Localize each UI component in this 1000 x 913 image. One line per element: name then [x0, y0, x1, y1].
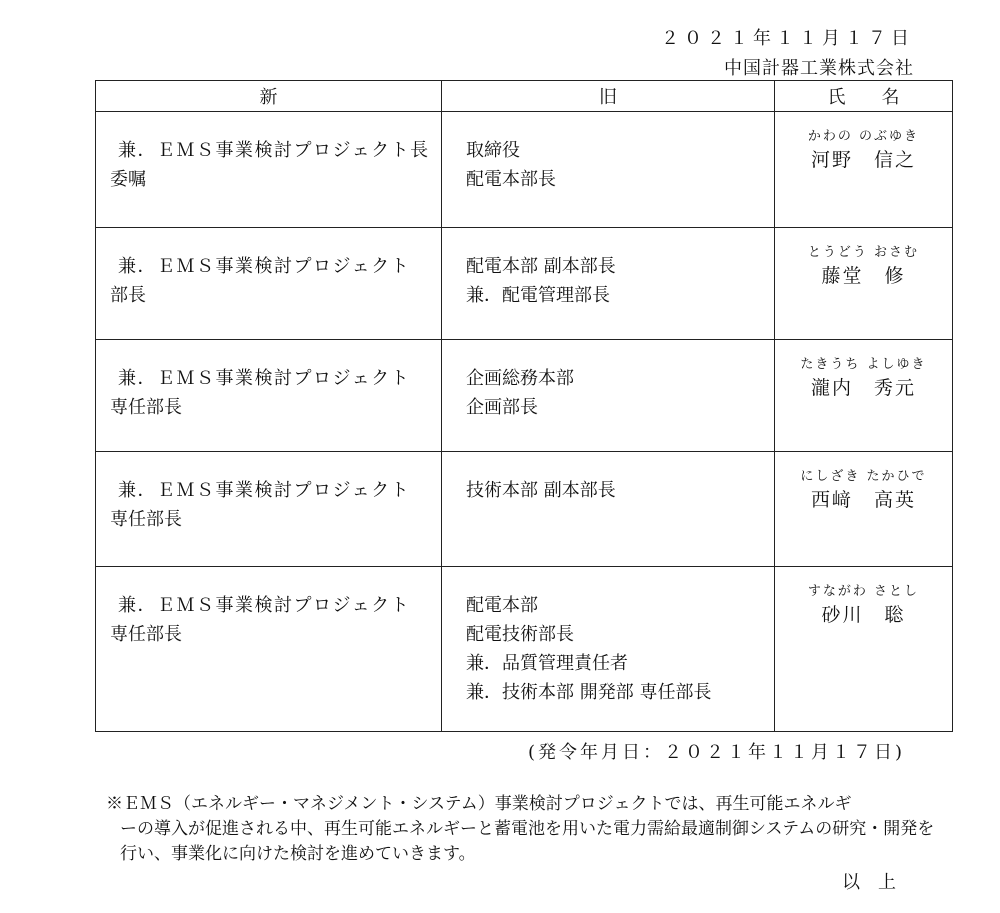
new-position-cell: [96, 112, 442, 228]
new-position-cell: [96, 340, 442, 452]
old-position-line: 企画部長: [466, 397, 538, 418]
table-row: [96, 112, 953, 228]
header-name: 氏 名: [775, 81, 953, 112]
old-position-line: 取締役: [466, 140, 520, 161]
new-position-line2: 部長: [110, 285, 146, 306]
table-row: [96, 340, 953, 452]
old-position-line: 兼．配電管理部長: [466, 285, 610, 306]
new-position-line1: 兼．ＥＭＳ事業検討プロジェクト: [118, 256, 411, 277]
person-name: 河野 信之: [810, 149, 916, 171]
old-position-cell: [442, 567, 775, 732]
new-position-line1: 兼．ＥＭＳ事業検討プロジェクト: [118, 595, 411, 616]
new-position-cell: [96, 452, 442, 567]
note-rest: ーの導入が促進される中、再生可能エネルギーと蓄電池を用いた電力需給最適制御システムの研究・開発を行い、事業化に向けた検討を進めていきます。: [120, 819, 935, 864]
new-position-cell: [96, 228, 442, 340]
name-furigana: かわの のぶゆき: [807, 129, 920, 144]
old-position-line: 兼．技術本部 開発部 専任部長: [466, 682, 712, 703]
person-name: 西﨑 高英: [810, 489, 916, 511]
new-position-cell: [96, 567, 442, 732]
old-position-line: 技術本部 副本部長: [466, 480, 616, 501]
header-new: 新: [96, 81, 442, 112]
name-cell: [775, 112, 953, 228]
name-furigana: すながわ さとし: [807, 584, 920, 599]
old-position-line: 配電本部 副本部長: [466, 256, 616, 277]
old-position-line: 兼．品質管理責任者: [466, 653, 628, 674]
name-cell: [775, 340, 953, 452]
new-position-line2: 委嘱: [110, 169, 146, 190]
name-cell: [775, 567, 953, 732]
new-position-line2: 専任部長: [110, 397, 182, 418]
new-position-line2: 専任部長: [110, 509, 182, 530]
old-position-cell: [442, 340, 775, 452]
name-furigana: たきうち よしゆき: [800, 357, 927, 372]
name-cell: [775, 452, 953, 567]
note-first-line: ※ＥＭＳ（エネルギー・マネジメント・システム）事業検討プロジェクトでは、再生可能エネルギ: [106, 794, 852, 814]
project-note: [106, 792, 936, 867]
new-position-line1: 兼．ＥＭＳ事業検討プロジェクト: [118, 480, 411, 501]
old-position-line: 配電本部: [466, 595, 538, 616]
table-header-row: [96, 81, 953, 112]
old-position-cell: [442, 452, 775, 567]
header-old: 旧: [442, 81, 775, 112]
table-row: [96, 452, 953, 567]
table-row: [96, 567, 953, 732]
table-row: [96, 228, 953, 340]
announcement-date: ２０２１年１１月１７日: [661, 28, 914, 49]
company-name: 中国計器工業株式会社: [724, 58, 914, 79]
name-cell: [775, 228, 953, 340]
person-name: 藤堂 修: [821, 265, 906, 287]
new-position-line1: 兼．ＥＭＳ事業検討プロジェクト: [118, 368, 411, 389]
person-name: 砂川 聡: [821, 604, 906, 626]
name-furigana: にしざき たかひで: [800, 469, 927, 484]
new-position-line1: 兼．ＥＭＳ事業検討プロジェクト長: [118, 140, 430, 161]
closing-mark: 以上: [842, 872, 914, 893]
old-position-cell: [442, 112, 775, 228]
old-position-line: 配電本部長: [466, 169, 556, 190]
new-position-line2: 専任部長: [110, 624, 182, 645]
old-position-line: 企画総務本部: [466, 368, 574, 389]
old-position-cell: [442, 228, 775, 340]
personnel-table: [95, 80, 953, 732]
old-position-line: 配電技術部長: [466, 624, 574, 645]
issue-date: (発令年月日：２０２１年１１月１７日): [527, 742, 905, 763]
name-furigana: とうどう おさむ: [807, 245, 920, 260]
person-name: 瀧内 秀元: [810, 377, 916, 399]
